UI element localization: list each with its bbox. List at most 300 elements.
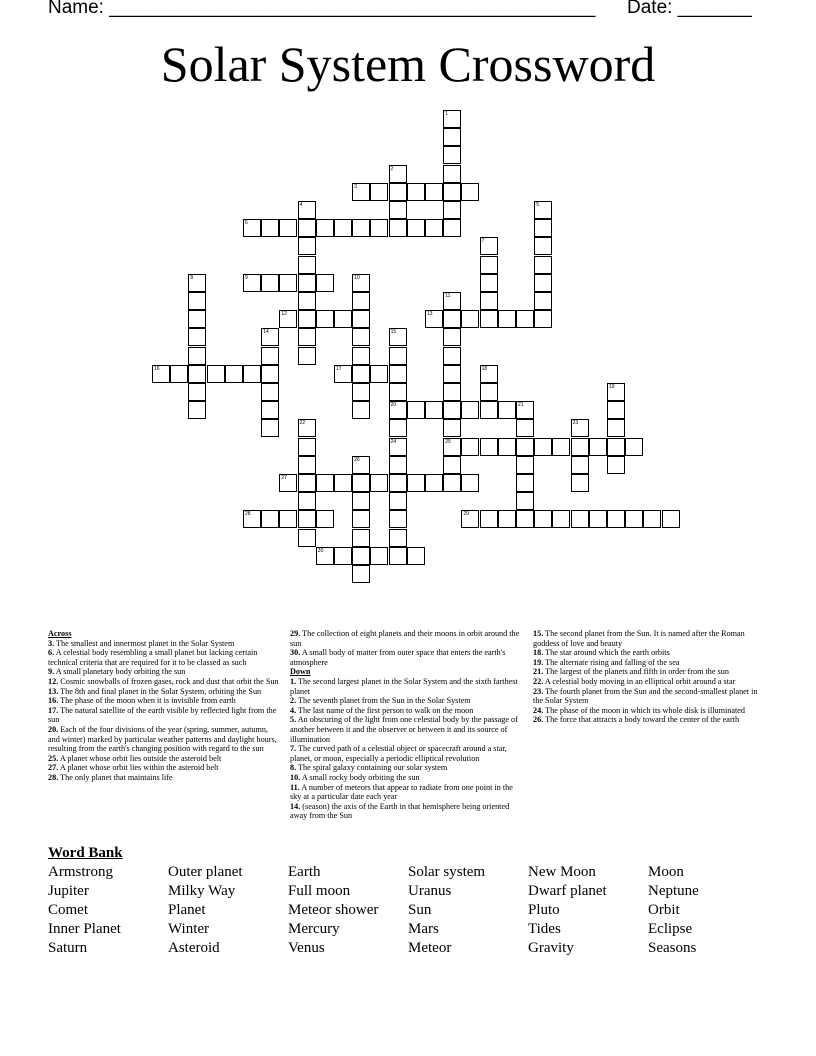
clue-number: 23 (572, 420, 579, 427)
grid-cell[interactable] (261, 401, 279, 419)
grid-cell[interactable] (534, 237, 552, 255)
grid-cell[interactable] (407, 183, 425, 201)
grid-cell[interactable] (261, 510, 279, 528)
grid-cell[interactable] (279, 474, 297, 492)
grid-cell[interactable] (407, 474, 425, 492)
clue (290, 783, 525, 802)
clue-text: A small rocky body orbiting the sun (300, 772, 420, 782)
clue-text: The fourth planet from the Sun and the second-smallest planet in the Solar System (533, 686, 758, 706)
clue-text: The second planet from the Sun. It is named after the Roman goddess of love and beauty (533, 629, 745, 648)
grid-cell[interactable] (261, 274, 279, 292)
grid-cell[interactable] (352, 183, 370, 201)
word-bank-item: Pluto (528, 902, 560, 918)
clue-number: 5 (536, 202, 539, 208)
grid-cell[interactable] (370, 365, 388, 383)
grid-cell[interactable] (352, 510, 370, 528)
word-bank-item: Gravity (528, 940, 574, 956)
clue-text: The seventh planet from the Sun in the Solar System (296, 696, 471, 706)
grid-cell[interactable] (352, 529, 370, 547)
grid-cell[interactable] (352, 274, 370, 292)
clue-text: The 8th and final planet in the Solar System, orbiting the Sun (58, 686, 262, 696)
grid-cell[interactable] (370, 547, 388, 565)
grid-cell[interactable] (352, 365, 370, 383)
clue (533, 629, 763, 648)
grid-cell[interactable] (461, 510, 479, 528)
grid-cell[interactable] (152, 365, 170, 383)
clue-number: 14 (263, 329, 269, 336)
grid-cell[interactable] (480, 274, 498, 292)
clue-number: 20. (48, 724, 59, 734)
grid-cell[interactable] (589, 438, 607, 456)
grid-cell[interactable] (534, 438, 552, 456)
grid-cell[interactable] (516, 474, 534, 492)
grid-cell[interactable] (607, 438, 625, 456)
grid-cell[interactable] (443, 219, 461, 237)
clue (48, 763, 280, 773)
clue-text: The alternate rising and falling of the sea (543, 657, 680, 667)
clue-number: 28. (48, 772, 59, 782)
grid-cell[interactable] (298, 237, 316, 255)
grid-cell[interactable] (207, 365, 225, 383)
grid-cell[interactable] (425, 474, 443, 492)
grid-cell[interactable] (534, 510, 552, 528)
grid-cell[interactable] (498, 510, 516, 528)
clue-number: 16 (154, 365, 160, 372)
clue (533, 687, 763, 706)
grid-cell[interactable] (389, 383, 407, 401)
grid-cell[interactable] (407, 219, 425, 237)
grid-cell[interactable] (261, 383, 279, 401)
grid-cell[interactable] (261, 219, 279, 237)
grid-cell[interactable] (425, 310, 443, 328)
grid-cell[interactable] (498, 310, 516, 328)
clue-number: 17 (336, 365, 342, 372)
grid-cell[interactable] (443, 328, 461, 346)
clue-text: The phase of the moon when it is invisible from earth (58, 696, 236, 706)
grid-cell[interactable] (516, 456, 534, 474)
grid-cell[interactable] (607, 456, 625, 474)
clue-number: 2 (390, 165, 394, 172)
grid-cell[interactable] (480, 237, 498, 255)
clue (533, 648, 763, 658)
clue (533, 715, 763, 725)
grid-cell[interactable] (571, 474, 589, 492)
grid-cell[interactable] (243, 365, 261, 383)
grid-cell[interactable] (443, 438, 461, 456)
grid-cell[interactable] (261, 365, 279, 383)
grid-cell[interactable] (425, 219, 443, 237)
grid-cell[interactable] (571, 419, 589, 437)
grid-cell[interactable] (461, 474, 479, 492)
clue (290, 802, 525, 821)
clue-number: 29. (290, 629, 301, 638)
grid-cell[interactable] (516, 492, 534, 510)
clue (48, 677, 280, 687)
grid-cell[interactable] (188, 274, 206, 292)
grid-cell[interactable] (589, 510, 607, 528)
grid-cell[interactable] (443, 456, 461, 474)
clue (48, 706, 280, 725)
clue (533, 658, 763, 668)
grid-cell[interactable] (352, 547, 370, 565)
grid-cell[interactable] (625, 438, 643, 456)
grid-cell[interactable] (571, 456, 589, 474)
clue (48, 773, 280, 783)
word-bank-item: Inner Planet (48, 921, 121, 937)
grid-cell[interactable] (461, 401, 479, 419)
grid-cell[interactable] (352, 401, 370, 419)
clue-number: 22 (299, 420, 306, 427)
clue-number: 1 (445, 111, 448, 117)
grid-cell[interactable] (389, 165, 407, 183)
grid-cell[interactable] (443, 365, 461, 383)
grid-cell[interactable] (188, 347, 206, 365)
grid-cell[interactable] (607, 419, 625, 437)
word-bank-item: Asteroid (168, 940, 220, 956)
grid-cell[interactable] (316, 219, 334, 237)
clue-number: 21. (533, 667, 544, 677)
grid-cell[interactable] (516, 438, 534, 456)
word-bank-item: Armstrong (48, 864, 113, 880)
grid-cell[interactable] (443, 292, 461, 310)
clue-number: 29 (463, 511, 469, 518)
name-field[interactable]: Name: ______________________________________________ (48, 0, 596, 18)
grid-cell[interactable] (298, 474, 316, 492)
clue (290, 629, 525, 648)
grid-cell[interactable] (480, 438, 498, 456)
grid-cell[interactable] (352, 310, 370, 328)
word-bank-item: Meteor (408, 940, 452, 956)
clue (48, 687, 280, 697)
grid-cell[interactable] (443, 347, 461, 365)
clue-text: The star around which the earth orbits (543, 648, 670, 658)
grid-cell[interactable] (571, 510, 589, 528)
grid-cell[interactable] (607, 383, 625, 401)
grid-cell[interactable] (389, 456, 407, 474)
clue (48, 696, 280, 706)
grid-cell[interactable] (443, 146, 461, 164)
grid-cell[interactable] (552, 438, 570, 456)
word-bank-item: Seasons (648, 940, 697, 956)
grid-cell[interactable] (352, 292, 370, 310)
clue-number: 11 (445, 293, 451, 299)
grid-cell[interactable] (516, 419, 534, 437)
grid-cell[interactable] (607, 401, 625, 419)
grid-cell[interactable] (298, 274, 316, 292)
grid-cell[interactable] (607, 510, 625, 528)
grid-cell[interactable] (261, 347, 279, 365)
grid-cell[interactable] (643, 510, 661, 528)
grid-cell[interactable] (443, 110, 461, 128)
clue-number: 18. (533, 648, 544, 658)
grid-cell[interactable] (498, 401, 516, 419)
grid-cell[interactable] (552, 510, 570, 528)
grid-cell[interactable] (370, 474, 388, 492)
grid-cell[interactable] (443, 383, 461, 401)
grid-cell[interactable] (443, 401, 461, 419)
grid-cell[interactable] (352, 565, 370, 583)
grid-cell[interactable] (534, 219, 552, 237)
word-bank-item: Mars (408, 921, 439, 937)
clue (290, 744, 525, 763)
grid-cell[interactable] (243, 274, 261, 292)
grid-cell[interactable] (352, 492, 370, 510)
grid-cell[interactable] (443, 310, 461, 328)
word-bank-item: Planet (168, 902, 206, 918)
grid-cell[interactable] (389, 183, 407, 201)
grid-cell[interactable] (534, 292, 552, 310)
grid-cell[interactable] (389, 474, 407, 492)
clue-text: The smallest and innermost planet in the Solar System (54, 638, 235, 648)
grid-cell[interactable] (389, 219, 407, 237)
grid-cell[interactable] (261, 328, 279, 346)
grid-cell[interactable] (389, 328, 407, 346)
clue-number: 22. (533, 676, 544, 686)
clue-text: Each of the four divisions of the year (spring, summer, autumn, and winter) marked by particular weather patterns and daylight hours, resulting from the earth's changing position with regard to the sun (48, 724, 277, 754)
grid-cell[interactable] (334, 310, 352, 328)
word-bank-item: Comet (48, 902, 88, 918)
grid-cell[interactable] (534, 274, 552, 292)
grid-cell[interactable] (461, 183, 479, 201)
grid-cell[interactable] (334, 474, 352, 492)
page-title: Solar System Crossword (160, 36, 656, 92)
clue-number: 6. (48, 648, 55, 658)
grid-cell[interactable] (316, 547, 334, 565)
word-bank-item: Moon (648, 864, 684, 880)
clue-number: 11. (290, 782, 300, 792)
clues-column-2 (290, 629, 525, 821)
grid-cell[interactable] (461, 438, 479, 456)
clue-text: A celestial body resembling a small planet but lacking certain technical criteria that are required for it to be classed as such (48, 648, 258, 667)
grid-cell[interactable] (334, 365, 352, 383)
clue-text: A planet whose orbit lies outside the asteroid belt (58, 753, 222, 763)
word-bank-item: Uranus (408, 883, 452, 899)
grid-cell[interactable] (298, 456, 316, 474)
word-bank-item: Orbit (648, 902, 680, 918)
grid-cell[interactable] (298, 347, 316, 365)
grid-cell[interactable] (389, 201, 407, 219)
grid-cell[interactable] (425, 401, 443, 419)
word-bank-item: Meteor shower (288, 902, 379, 918)
grid-cell[interactable] (170, 365, 188, 383)
grid-cell[interactable] (516, 510, 534, 528)
grid-cell[interactable] (188, 328, 206, 346)
grid-cell[interactable] (498, 438, 516, 456)
clue-number: 30. (290, 648, 301, 658)
clue-text: A small body of matter from outer space that enters the earth's atmosphere (290, 648, 506, 667)
clue-text: The natural satellite of the earth visible by reflected light from the sun (48, 705, 277, 725)
grid-cell[interactable] (389, 401, 407, 419)
grid-cell[interactable] (662, 510, 680, 528)
grid-cell[interactable] (534, 201, 552, 219)
clue-number: 9. (48, 667, 55, 677)
grid-cell[interactable] (389, 492, 407, 510)
grid-cell[interactable] (316, 474, 334, 492)
grid-cell[interactable] (261, 419, 279, 437)
word-bank-item: Winter (168, 921, 210, 937)
clue-number: 30 (317, 547, 324, 554)
word-bank-item: Venus (288, 940, 325, 956)
clue-text: The curved path of a celestial object or spacecraft around a star, planet, or moon, especially a periodic elliptical revolution (290, 744, 507, 763)
word-bank-item: Milky Way (168, 883, 236, 899)
grid-cell[interactable] (188, 310, 206, 328)
grid-cell[interactable] (316, 510, 334, 528)
grid-cell[interactable] (625, 510, 643, 528)
grid-cell[interactable] (298, 256, 316, 274)
grid-cell[interactable] (443, 128, 461, 146)
clue-number: 17. (48, 705, 59, 715)
clue-text: The only planet that maintains life (58, 772, 173, 782)
grid-cell[interactable] (480, 383, 498, 401)
grid-cell[interactable] (389, 419, 407, 437)
clue (48, 667, 280, 677)
grid-cell[interactable] (188, 365, 206, 383)
grid-cell[interactable] (298, 529, 316, 547)
clue (48, 725, 280, 754)
grid-cell[interactable] (188, 401, 206, 419)
grid-cell[interactable] (389, 547, 407, 565)
grid-cell[interactable] (298, 438, 316, 456)
grid-cell[interactable] (534, 256, 552, 274)
grid-cell[interactable] (480, 510, 498, 528)
clue-number: 14. (290, 801, 301, 811)
clue (533, 667, 763, 677)
grid-cell[interactable] (407, 401, 425, 419)
grid-cell[interactable] (480, 292, 498, 310)
grid-cell[interactable] (352, 456, 370, 474)
clue-number: 15. (533, 629, 544, 638)
word-bank-item: Eclipse (648, 921, 693, 937)
clue-text: An obscuring of the light from one celestial body by the passage of another between it and the observer or between it and its source of illumination (290, 715, 518, 744)
clue-number: 8 (190, 274, 194, 281)
grid-cell[interactable] (534, 310, 552, 328)
clue-number: 21 (518, 402, 524, 409)
grid-cell[interactable] (298, 510, 316, 528)
grid-cell[interactable] (443, 201, 461, 219)
grid-cell[interactable] (298, 328, 316, 346)
grid-cell[interactable] (298, 310, 316, 328)
grid-cell[interactable] (443, 419, 461, 437)
clue-text: The second largest planet in the Solar System and the sixth farthest planet (290, 676, 518, 696)
word-bank-item: Neptune (648, 883, 699, 899)
grid-cell[interactable] (389, 510, 407, 528)
grid-cell[interactable] (316, 274, 334, 292)
grid-cell[interactable] (480, 310, 498, 328)
grid-cell[interactable] (352, 474, 370, 492)
grid-cell[interactable] (298, 292, 316, 310)
grid-cell[interactable] (279, 510, 297, 528)
grid-cell[interactable] (279, 274, 297, 292)
grid-cell[interactable] (443, 165, 461, 183)
clue-number: 4 (299, 202, 303, 208)
clue (290, 648, 525, 667)
word-bank-item: Dwarf planet (528, 883, 607, 899)
grid-cell[interactable] (352, 347, 370, 365)
clue-text: The phase of the moon in which its whole disk is illuminated (543, 705, 746, 715)
grid-cell[interactable] (352, 328, 370, 346)
grid-cell[interactable] (243, 510, 261, 528)
word-bank-item: Outer planet (168, 864, 243, 880)
clue-number: 1. (290, 676, 297, 686)
clue-text: The spiral galaxy containing our solar system (296, 763, 448, 773)
word-bank-item: Tides (528, 921, 561, 937)
grid-cell[interactable] (480, 256, 498, 274)
grid-cell[interactable] (352, 383, 370, 401)
grid-cell[interactable] (480, 365, 498, 383)
clue (290, 763, 525, 773)
grid-cell[interactable] (425, 183, 443, 201)
grid-cell[interactable] (298, 419, 316, 437)
clue-text: A planet whose orbit lies within the asteroid belt (58, 763, 219, 773)
clue (290, 773, 525, 783)
grid-cell[interactable] (334, 547, 352, 565)
grid-cell[interactable] (352, 219, 370, 237)
clue-text: A number of meteors that appear to radiate from one point in the sky at a particular date each year (290, 782, 513, 802)
grid-cell[interactable] (389, 529, 407, 547)
clue (290, 706, 525, 716)
clue-number: 23. (533, 686, 544, 696)
grid-cell[interactable] (571, 438, 589, 456)
grid-cell[interactable] (443, 183, 461, 201)
word-bank-item: Sun (408, 902, 432, 918)
grid-cell[interactable] (188, 292, 206, 310)
grid-cell[interactable] (516, 401, 534, 419)
grid-cell[interactable] (334, 219, 352, 237)
grid-cell[interactable] (279, 310, 297, 328)
grid-cell[interactable] (298, 492, 316, 510)
word-bank (48, 863, 788, 958)
grid-cell[interactable] (516, 310, 534, 328)
clue-number: 24 (390, 438, 397, 445)
clue-number: 12 (281, 311, 287, 318)
grid-cell[interactable] (480, 401, 498, 419)
grid-cell[interactable] (370, 183, 388, 201)
clue-number: 6 (245, 220, 248, 227)
grid-cell[interactable] (389, 365, 407, 383)
word-bank-item: Earth (288, 864, 321, 880)
clue-number: 13. (48, 686, 59, 696)
clue (290, 715, 525, 744)
grid-cell[interactable] (461, 310, 479, 328)
clue-number: 15 (390, 329, 397, 336)
grid-cell[interactable] (298, 219, 316, 237)
grid-cell[interactable] (389, 438, 407, 456)
date-field[interactable]: Date: _______ (627, 0, 752, 18)
grid-cell[interactable] (298, 201, 316, 219)
word-bank-item: New Moon (528, 864, 596, 880)
clues-column-3 (533, 629, 763, 725)
grid-cell[interactable] (243, 219, 261, 237)
clue (48, 754, 280, 764)
clue-text: Cosmic snowballs of frozen gases, rock and dust that orbit the Sun (58, 676, 279, 686)
clue-number: 19 (609, 384, 615, 390)
clue-text: (season) the axis of the Earth in that hemisphere being oriented away from the Sun (290, 801, 510, 821)
grid-cell[interactable] (443, 474, 461, 492)
grid-cell[interactable] (279, 219, 297, 237)
clue-number: 3 (354, 183, 357, 190)
word-bank-item: Solar system (408, 864, 486, 880)
grid-cell[interactable] (370, 219, 388, 237)
clue-number: 3. (48, 638, 55, 648)
grid-cell[interactable] (316, 310, 334, 328)
grid-cell[interactable] (407, 547, 425, 565)
clues-column-1 (48, 629, 280, 783)
grid-cell[interactable] (225, 365, 243, 383)
grid-cell[interactable] (389, 347, 407, 365)
grid-cell[interactable] (188, 383, 206, 401)
clue-number: 5. (290, 715, 297, 725)
clue-number: 13 (427, 311, 433, 318)
